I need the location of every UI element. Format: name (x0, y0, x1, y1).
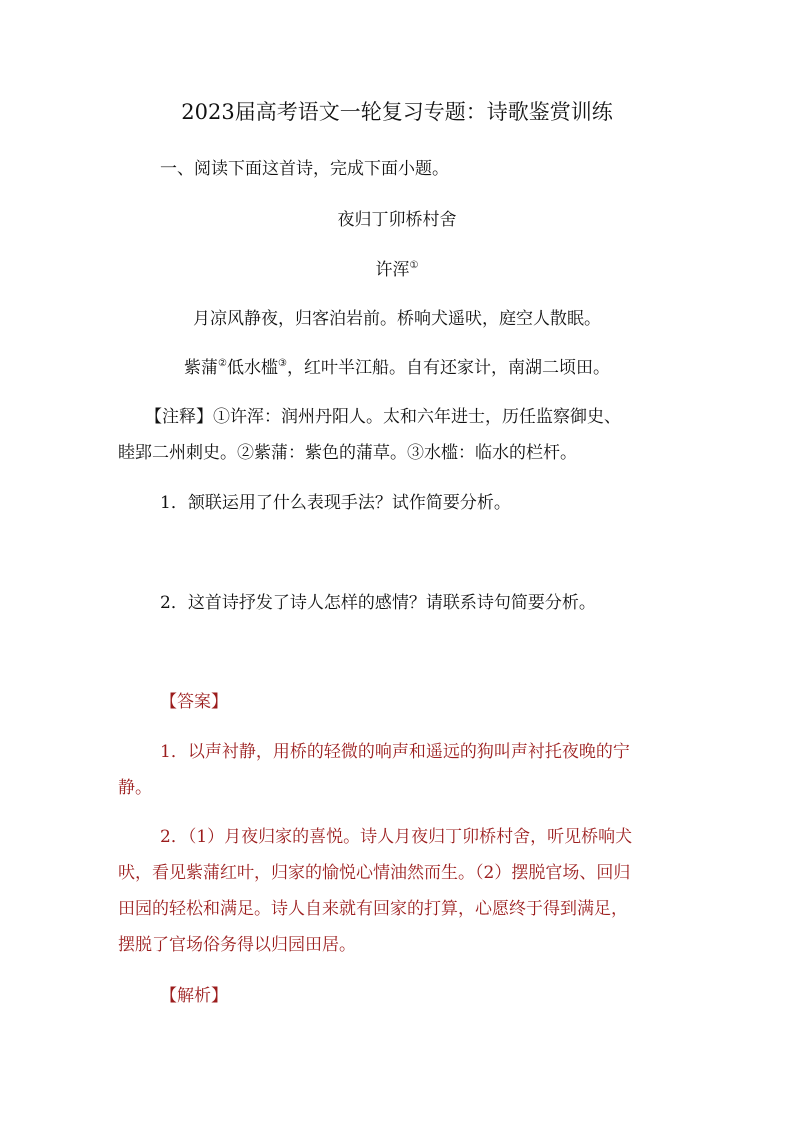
answer-2-line-1: 2．（1）月夜归家的喜悦。诗人月夜归丁卯桥村舍，听见桥响犬 (160, 827, 633, 847)
note-line-2: 睦郢二州刺史。②紫蒲：紫色的蒲草。③水槛：临水的栏杆。 (118, 443, 577, 463)
answer-1-line-2: 静。 (118, 778, 152, 798)
author-note-mark: ① (409, 260, 419, 271)
question-1: 1．颔联运用了什么表现手法？试作简要分析。 (160, 493, 511, 513)
note-line-1 (145, 405, 621, 429)
poem-author (0, 258, 794, 282)
note-mark-2: ② (218, 358, 227, 369)
answer-2-line-3: 田园的轻松和满足。诗人自来就有回家的打算，心愿终于得到满足， (118, 899, 628, 919)
question-2: 2．这首诗抒发了诗人怎样的感情？请联系诗句简要分析。 (160, 593, 596, 613)
instruction: 一、阅读下面这首诗，完成下面小题。 (160, 159, 449, 179)
analysis-label: 【解析】 (160, 986, 228, 1006)
poem-line-2 (0, 356, 794, 380)
note-text-1: ①许浑：润州丹阳人。太和六年进士，历任监察御史、 (213, 407, 621, 427)
note-label: 【注释】 (145, 407, 213, 427)
poem-line-2-part-a: 紫蒲 (184, 358, 219, 378)
answer-1-line-1: 1．以声衬静，用桥的轻微的响声和遥远的狗叫声衬托夜晚的宁 (160, 742, 630, 762)
poem-line-2-part-c: ，红叶半江船。自有还家计，南湖二顷田。 (286, 358, 610, 378)
answer-label: 【答案】 (160, 692, 228, 712)
poem-title: 夜归丁卯桥村舍 (337, 210, 457, 230)
answer-2-line-4: 摆脱了官场俗务得以归园田居。 (118, 935, 356, 955)
answer-2-line-2: 吠，看见紫蒲红叶，归家的愉悦心情油然而生。（2）摆脱官场、回归 (118, 863, 631, 883)
author-name: 许浑 (375, 260, 410, 280)
poem-line-2-part-b: 低水槛 (227, 358, 278, 378)
poem-line-1: 月凉风静夜，归客泊岩前。桥响犬遥吠，庭空人散眠。 (193, 309, 601, 329)
page-title: 2023届高考语文一轮复习专题：诗歌鉴赏训练 (181, 100, 613, 124)
note-mark-3: ③ (278, 358, 287, 369)
